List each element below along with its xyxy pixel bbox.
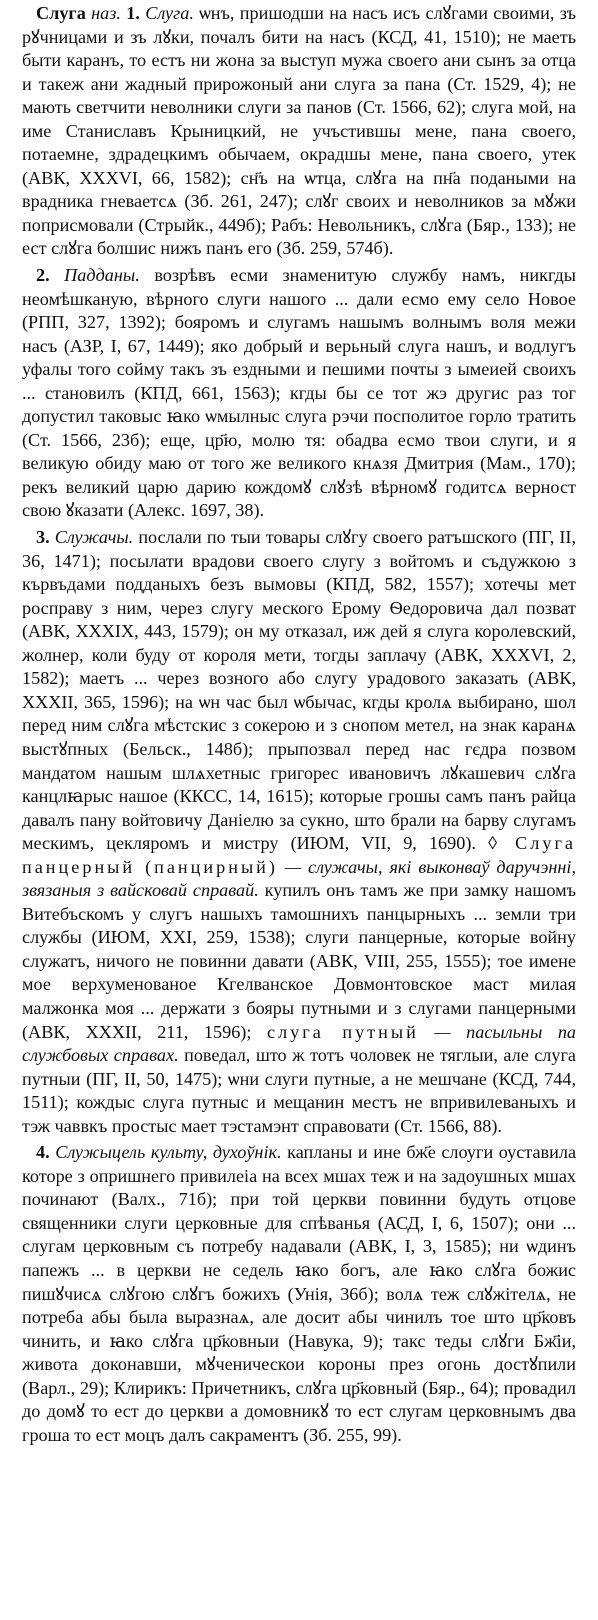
sense-citations: капланы и ине бж҃е слоуги оуставила которе з опришнего привилеіа на всех мшах теж и на задоушных мшах починают (Валх., 71б); при той церкви повинни будуть отцове священники слуги церковные для спѣванья (АСД, I, 6, 1507); они ... слугам церковным съ потребу надавали (АВК, I, 3, 1585); ни ѡдинъ папежъ ... в церкви не седель ꙗко богъ, але ꙗко слꙋга божис пишꙋчисѧ слꙋгою слꙋгъ божихъ (Унія, 36б); волѧ теж слꙋжітелѧ, не потреба абы была выразнаѧ, але досит абы чинилъ тое што цр҃ковъ чинить, и ꙗко слꙋга цр҃ковныи (Навука, 9); такс теды слꙋги Бж҃іи, живота доконавши, мꙋченическои короны през огонь достꙋпили (Варл., 29); Клирикъ: Причетникъ, слꙋга цр҃ковный (Бяр., 64); провадил до домꙋ то ест до церкви а домовникꙋ то ест слугам церковнымъ два гроша то ест моцъ далъ сакраментъ (Зб. 255, 99). [22,1142,577,1445]
subentry-term: слуга путный [267,1021,419,1042]
sense-number: 1. [126,3,140,23]
sense-citations: послали по тыи товары слꙋгу своего ратъшского (ПГ, II, 36, 1471); посылати врадови своего слугу з войтомъ и съдужкою з кървъдами подданыхъ безъ вымовы (КПД, 582, 1557); хотечы мет росправу з ним, через слугу меского Ерому Ѳедоровича дал позват (АВК, XXXIX, 443, 1579); он му отказал, иж дей я слуга королевский, жолнер, коли буду от короля мети, тогды заплачу (АВК, XXXVI, 2, 1582); маетъ ... через возного або слугу урадового заказать (АВК, XXXII, 365, 1596); на ѡн час был ѡбычас, кгды кролѧ выбирано, шол перед ним слꙋга мѣстскис з сокерою и з снопом метел, на знак каранѧ выстꙋпных (Бельск., 148б); прыпозвал перед нас гєдра позвом мандатом нашым шлѧхетныс григорес ивановичъ лꙋкашевич слꙋга канцлꙗрыс нашое (ККСС, 14, 1615); которые грошы самъ панъ райца давалъ пану войтовичу Даніелю за сукно, што брали на барву слугамъ мескимъ, цекляромъ и мистру (ИЮМ, VII, 9, 1690). [22,527,576,854]
sense-number: 3. [36,527,50,548]
sense-gloss: Служачы. [54,527,134,548]
sense-2-paragraph [22,264,576,523]
subentry-term: ◊ Слуга панцерный (панцирный) [22,833,576,877]
sense-number: 4. [36,1142,50,1163]
subentry-gloss: — служачы, які выконваў даручэнні, звязаныя з вайсковай справай. [22,856,576,901]
sense-gloss: Падданы. [64,265,140,286]
subentry-gloss: — пасыльны па службовых справах. [22,1021,577,1066]
sense-3-paragraph [22,526,576,1138]
subentry-citations: купилъ онъ тамъ же при замку нашомъ Витебъскомъ у слугъ нашыхъ тамошнихъ панцырныхъ ... земли три службы (ИЮМ, XXI, 259, 1538); слуги панцерные, которые войну служатъ, ничого не повинни давати (АВК, VIII, 255, 1555); тое имене мое верхуменованое Кгелванское Довмонтовское маст милая малжонка моя ... держати з бояры путными и з слугами панцерными (АВК, XXXII, 211, 1596); [22,880,576,1042]
sense-1-paragraph [22,2,576,261]
grammar-label: наз. [91,3,121,23]
sense-citations: возрѣвъ есми знаменитую службу намъ, никгды неомѣшканую, вѣрного слуги нашого ... дали есмо ему село Новое (РПП, 327, 1392); бояромъ и слугамъ нашымъ волнымъ воля межи насъ (АЗР, I, 67, 1449); якo добрый и верьный слуга нашъ, и водлугъ уфалы того сойму такъ зъ ездными и пешими почты з ымеией своихъ ... становилъ (КПД, 661, 1563); кгды бы се тот жэ другис раз тог допустил таковыс ꙗко ѡмылныс слуга рэчи посполитое горло тратить (Ст. 1566, 23б); еще, цр҃ю, молю тя: обадва есмо твои слуги, и я великую обиду маю от того же великого кнѧзя Дмитрия (Мам., 170); рекъ великий царю дарию кождомꙋ слꙋзѣ вѣрномꙋ годитсѧ верност свою ꙋказати (Алекс. 1697, 38). [22,265,577,521]
sense-4-paragraph [22,1141,576,1447]
sense-gloss: Служыцель культу, духоўнік. [55,1142,282,1163]
subentry-citations: поведал, што ж тотъ чоловек не тяглыи, але слуга путныи (ПГ, II, 50, 1475); ѡни слуги путные, а не мешчане (КСД, 744, 1511); кождыс слуга путныс и мещанин местъ не впривилеваныхъ и тэж чаввкъ простыс мает тэстамэнт справовати (Ст. 1566, 88). [22,1045,577,1136]
sense-number: 2. [36,265,50,286]
sense-gloss: Слуга. [145,3,194,23]
sense-citations: ѡнъ, пришодши на насъ исъ слꙋгами своими, зъ рꙋчницами и зъ лꙋки, почалъ бити на насъ (КСД, 41, 1510); не маеть быти каранъ, то естъ ни жона за выступ мужа своего ани сынъ за отца и такеж ани жадный прирожоный ани слуга за пана (Ст. 1529, 4); не мають светчити неволники слуги за панов (Ст. 1566, 62); слуга мой, на име Станиславъ Крыницкий, не учъстившы мене, пана своего, потаемне, здрадецкимъ обычаем, окрадшы мене, пана своего, утек (АВК, XXXVI, 66, 1582); сн҃ъ на ѡтца, слꙋга на пн҃а подаными на врадника гневаетсѧ (Зб. 261, 247); слꙋг своих и неволников за мꙋжи поприсмовали (Стрыйк., 449б); Рабъ: Невольникъ, слꙋга (Бяр., 133); не ест слꙋга болшис нижъ панъ его (Зб. 259, 574б). [22,3,577,259]
headword: Слуга [36,3,86,23]
